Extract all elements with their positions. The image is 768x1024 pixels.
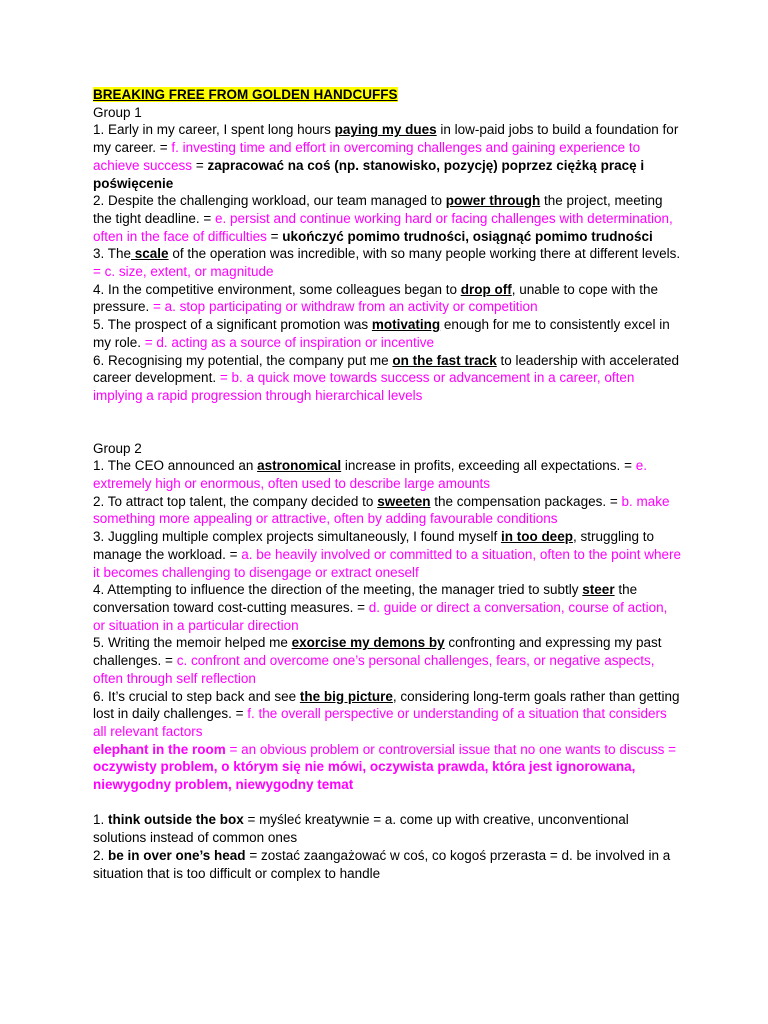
polish-translation: oczywisty problem, o którym się nie mówi, oczywista prawda, która jest ignorowana, niewygodny problem, niewygodny temat (93, 759, 636, 793)
key-term: be in over one’s head (108, 847, 246, 863)
definition: b. make something more appealing or attractive, often by adding favourable conditions (93, 493, 670, 527)
group1-item-2: 2. Despite the challenging workload, our team managed to power through the project, meeting the tight deadline. = e. persist and continue working hard or facing challenges with determination, often in the face of difficulties = ukończyć pomimo trudności, osiągnąć pomimo trudności (93, 193, 673, 244)
spacer (93, 405, 683, 440)
group1-item-1: 1. Early in my career, I spent long hours paying my dues in low-paid jobs to build a foundation for my career. = f. investing time and effort in overcoming challenges and gaining experience to achieve success = zapracować na coś (np. stanowisko, pozycję) poprzez ciężką pracę i poświęcenie (93, 122, 679, 191)
definition: f. the overall perspective or understanding of a situation that considers all relevant factors (93, 706, 667, 739)
group1-item-5: 5. The prospect of a significant promotion was motivating enough for me to consistently excel in my role. = d. acting as a source of inspiration or incentive (93, 317, 670, 350)
idiom-item-1: 1. think outside the box = myśleć kreatywnie = a. come up with creative, unconventional solutions instead of common ones (93, 812, 629, 846)
definition: e. extremely high or enormous, often used to describe large amounts (93, 458, 647, 492)
polish-translation: ukończyć pomimo trudności, osiągnąć pomimo trudności (282, 228, 653, 244)
definition: a. be heavily involved or committed to a situation, often to the point where it becomes challenging to disengage or extract oneself (93, 546, 681, 580)
group2-item-6: 6. It’s crucial to step back and see the big picture, considering long-term goals rather than getting lost in daily challenges. = f. the overall perspective or understanding of a situation that considers all relevant factors (93, 688, 680, 739)
title-highlight: BREAKING FREE FROM GOLDEN HANDCUFFS (93, 87, 398, 102)
key-term: in too deep (500, 529, 573, 545)
definition: = c. size, extent, or magnitude (93, 264, 274, 280)
definition: = b. a quick move towards success or advancement in a career, often implying a rapid progression through hierarchical levels (93, 370, 635, 403)
key-term: think outside the box (108, 812, 244, 828)
group2-item-3: 3. Juggling multiple complex projects simultaneously, I found myself in too deep, struggling to manage the workload. = a. be heavily involved or committed to a situation, often to the point where it becomes challenging to disengage or extract oneself (93, 529, 681, 580)
key-term: paying my dues (334, 122, 437, 138)
document-title (93, 86, 683, 104)
definition: f. investing time and effort in overcoming challenges and gaining experience to achieve success (93, 140, 641, 173)
group2-item-5: 5. Writing the memoir helped me exorcise my demons by confronting and expressing my past challenges. = c. confront and overcome one’s personal challenges, fears, or negative aspects, often through self reflection (93, 635, 662, 686)
group1-item-6: 6. Recognising my potential, the company put me on the fast track to leadership with accelerated career development. = b. a quick move towards success or advancement in a career, often implying a rapid progression through hierarchical levels (93, 352, 680, 403)
key-term: sweeten (377, 493, 431, 509)
key-term: drop off (460, 281, 512, 297)
spacer (93, 794, 683, 812)
group1-heading: Group 1 (93, 104, 142, 120)
definition: = d. acting as a source of inspiration or incentive (144, 334, 435, 350)
definition: e. persist and continue working hard or facing challenges with determination, often in the face of difficulties (93, 210, 673, 244)
key-term: elephant in the room (93, 741, 226, 757)
key-term: on the fast track (392, 352, 497, 368)
definition: d. guide or direct a conversation, course of action, or situation in a particular direction (93, 599, 668, 633)
group2-item-2: 2. To attract top talent, the company decided to sweeten the compensation packages. = b. make something more appealing or attractive, often by adding favourable conditions (93, 493, 670, 527)
group2-item-4: 4. Attempting to influence the direction of the meeting, the manager tried to subtly steer the conversation toward cost-cutting measures. = d. guide or direct a conversation, course of action, or situation in a particular direction (93, 582, 668, 633)
group1-item-3: 3. The scale of the operation was incredible, with so many people working there at different levels. = c. size, extent, or magnitude (93, 246, 681, 280)
group1-item-4: 4. In the competitive environment, some colleagues began to drop off, unable to cope with the pressure. = a. stop participating or withdraw from an activity or competition (93, 281, 659, 315)
key-term: power through (445, 193, 541, 209)
key-term: astronomical (257, 458, 342, 474)
key-term: motivating (371, 317, 441, 333)
group2-item-1: 1. The CEO announced an astronomical increase in profits, exceeding all expectations. = e. extremely high or enormous, often used to describe large amounts (93, 458, 647, 492)
document-page (93, 86, 683, 882)
group2-heading: Group 2 (93, 440, 142, 456)
key-term: the big picture (299, 688, 393, 704)
idiom-item-2: 2. be in over one’s head = zostać zaangażować w coś, co kogoś przerasta = d. be involved in a situation that is too difficult or complex to handle (93, 847, 671, 881)
definition: = a. stop participating or withdraw from an activity or competition (153, 299, 538, 315)
definition: = an obvious problem or controversial issue that no one wants to discuss = (225, 741, 677, 757)
polish-translation: zapracować na coś (np. stanowisko, pozycję) poprzez ciężką pracę i poświęcenie (93, 157, 645, 191)
key-term: exorcise my demons by (291, 635, 445, 651)
definition: c. confront and overcome one’s personal challenges, fears, or negative aspects, often through self reflection (93, 653, 655, 686)
key-term: steer (582, 582, 615, 598)
elephant-entry (93, 741, 683, 794)
key-term: scale (131, 246, 169, 262)
